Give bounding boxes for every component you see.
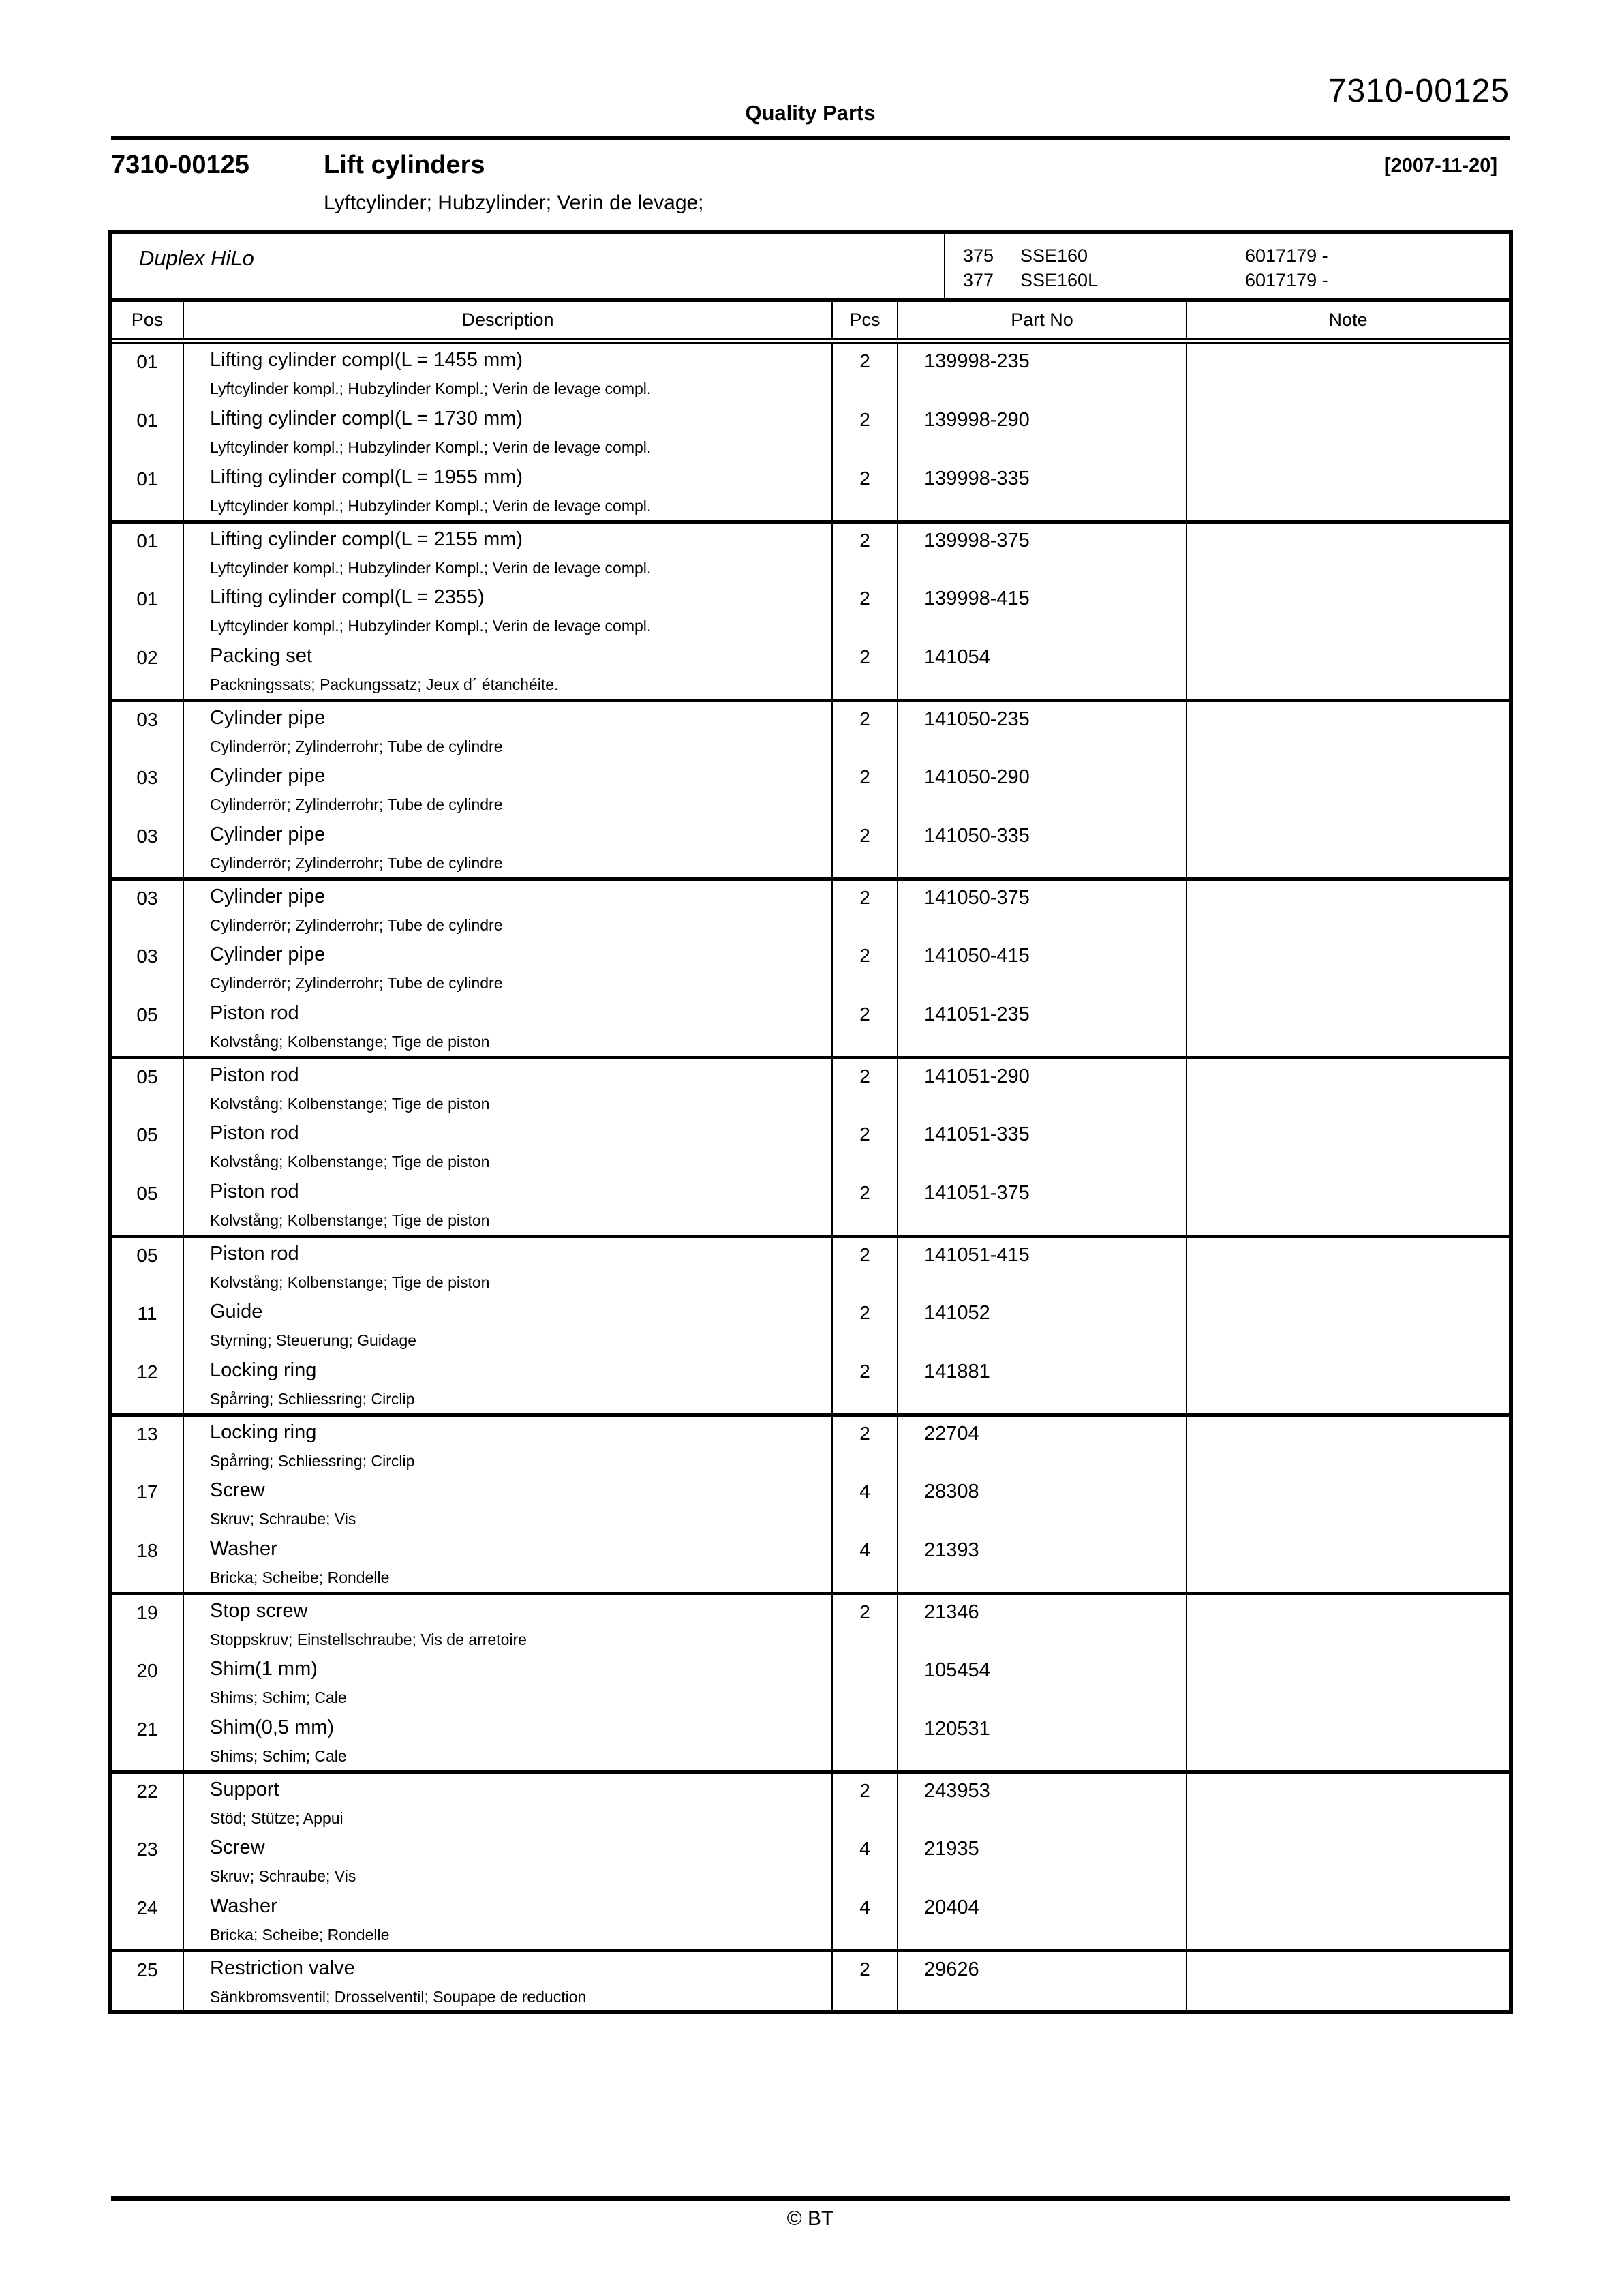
row-description — [183, 760, 831, 819]
row-description-translations: Kolvstång; Kolbenstange; Tige de piston — [210, 1211, 490, 1229]
row-part-number: 120531 — [897, 1712, 1186, 1770]
row-pos: 19 — [136, 1602, 158, 1623]
row-description-main: Washer — [210, 1895, 277, 1917]
row-note — [1186, 1117, 1509, 1176]
row-pcs: 4 — [831, 1890, 897, 1949]
row-pcs — [831, 1712, 897, 1770]
row-pos: 01 — [136, 351, 158, 372]
row-pos: 01 — [136, 530, 158, 552]
row-pcs: 2 — [831, 1595, 897, 1653]
row-description-translations: Cylinderrör; Zylinderrohr; Tube de cylindre — [210, 974, 503, 992]
row-note — [1186, 1832, 1509, 1890]
row-description-translations: Kolvstång; Kolbenstange; Tige de piston — [210, 1033, 490, 1051]
variant-name: SSE160 — [1020, 245, 1088, 266]
row-part-number: 139998-290 — [897, 403, 1186, 462]
row-pcs: 4 — [831, 1475, 897, 1533]
row-description-translations: Cylinderrör; Zylinderrohr; Tube de cylindre — [210, 854, 503, 872]
copyright-text: © BT — [786, 2207, 834, 2230]
model-name: Duplex HiLo — [139, 246, 254, 270]
row-description-translations: Shims; Schim; Cale — [210, 1689, 347, 1706]
row-part-number: 139998-375 — [897, 524, 1186, 581]
row-description — [183, 1653, 831, 1712]
row-pcs: 4 — [831, 1832, 897, 1890]
row-part-number: 141051-415 — [897, 1238, 1186, 1296]
row-pos: 05 — [136, 1004, 158, 1025]
row-description-main: Lifting cylinder compl(L = 1455 mm) — [210, 349, 523, 371]
page-subtitle: Lyftcylinder; Hubzylinder; Verin de levage; — [324, 192, 704, 214]
row-pos: 11 — [137, 1303, 157, 1324]
row-pcs: 2 — [831, 640, 897, 699]
row-description-translations: Packningssats; Packungssatz; Jeux d´ étanchéite. — [210, 676, 559, 693]
row-part-number: 141050-235 — [897, 702, 1186, 760]
table-row — [112, 1949, 1509, 2010]
row-description — [183, 1117, 831, 1176]
row-description-main: Restriction valve — [210, 1957, 355, 1979]
row-pos: 17 — [136, 1481, 158, 1502]
row-pos: 25 — [136, 1959, 158, 1980]
row-note — [1186, 1653, 1509, 1712]
model-header-box — [112, 234, 1509, 302]
table-row — [112, 1475, 1509, 1533]
row-description — [183, 702, 831, 760]
row-pos: 12 — [136, 1361, 158, 1383]
row-description — [183, 344, 831, 403]
row-part-number: 141050-375 — [897, 881, 1186, 939]
row-description — [183, 1890, 831, 1949]
row-description-main: Piston rod — [210, 1243, 299, 1265]
row-pcs: 2 — [831, 939, 897, 997]
row-pcs: 2 — [831, 1238, 897, 1296]
row-pos: 01 — [136, 588, 158, 609]
row-part-number: 139998-415 — [897, 581, 1186, 640]
row-note — [1186, 881, 1509, 939]
row-description-main: Cylinder pipe — [210, 707, 326, 729]
row-description-main: Piston rod — [210, 1122, 299, 1144]
row-description-main: Screw — [210, 1837, 265, 1858]
row-pos: 03 — [136, 709, 158, 730]
table-row — [112, 581, 1509, 640]
row-description-translations: Styrning; Steuerung; Guidage — [210, 1331, 417, 1349]
table-row — [112, 1712, 1509, 1770]
row-pos: 05 — [136, 1066, 158, 1087]
row-description-main: Screw — [210, 1479, 265, 1501]
row-description — [183, 462, 831, 520]
row-pos: 03 — [136, 946, 158, 967]
row-pos: 21 — [136, 1719, 158, 1740]
row-note — [1186, 1176, 1509, 1235]
table-row — [112, 520, 1509, 581]
variant-name: SSE160L — [1020, 270, 1099, 290]
row-description-translations: Spårring; Schliessring; Circlip — [210, 1390, 415, 1408]
row-description-translations: Kolvstång; Kolbenstange; Tige de piston — [210, 1273, 490, 1291]
row-description — [183, 1417, 831, 1475]
row-description-translations: Lyftcylinder kompl.; Hubzylinder Kompl.; Verin de levage compl. — [210, 559, 652, 577]
row-part-number: 21935 — [897, 1832, 1186, 1890]
row-pcs: 2 — [831, 1296, 897, 1355]
column-header-partno: Part No — [897, 302, 1186, 338]
table-row — [112, 640, 1509, 699]
table-row — [112, 1592, 1509, 1653]
row-pos: 05 — [136, 1183, 158, 1204]
table-row — [112, 939, 1509, 997]
row-description-main: Guide — [210, 1301, 263, 1323]
row-description-translations: Bricka; Scheibe; Rondelle — [210, 1569, 390, 1586]
row-description-main: Stop screw — [210, 1600, 308, 1622]
table-row — [112, 1355, 1509, 1413]
row-description — [183, 1296, 831, 1355]
row-description-translations: Stöd; Stütze; Appui — [210, 1809, 343, 1827]
row-part-number: 141050-335 — [897, 819, 1186, 877]
table-column-header — [112, 302, 1509, 344]
row-note — [1186, 462, 1509, 520]
row-note — [1186, 1595, 1509, 1653]
row-note — [1186, 581, 1509, 640]
table-rows — [112, 344, 1509, 2010]
table-row — [112, 1413, 1509, 1475]
row-part-number: 105454 — [897, 1653, 1186, 1712]
row-description — [183, 1475, 831, 1533]
column-header-pcs: Pcs — [831, 302, 897, 338]
row-note — [1186, 1712, 1509, 1770]
row-pcs: 2 — [831, 819, 897, 877]
row-description — [183, 581, 831, 640]
row-description — [183, 939, 831, 997]
row-pcs: 2 — [831, 403, 897, 462]
row-note — [1186, 702, 1509, 760]
row-pcs: 2 — [831, 344, 897, 403]
table-row — [112, 1832, 1509, 1890]
row-note — [1186, 403, 1509, 462]
section-number: 7310-00125 — [111, 151, 249, 179]
variant-serial: 6017179 - — [1245, 245, 1328, 266]
row-description-main: Packing set — [210, 645, 312, 667]
table-row — [112, 1056, 1509, 1117]
row-pos: 20 — [136, 1660, 158, 1681]
row-pos: 03 — [136, 826, 158, 847]
row-description — [183, 1176, 831, 1235]
row-note — [1186, 1533, 1509, 1592]
row-description-main: Cylinder pipe — [210, 765, 326, 787]
row-description-translations: Cylinderrör; Zylinderrohr; Tube de cylindre — [210, 916, 503, 934]
row-pcs: 2 — [831, 524, 897, 581]
row-part-number: 141881 — [897, 1355, 1186, 1413]
row-note — [1186, 1059, 1509, 1117]
column-header-pos: Pos — [131, 309, 164, 330]
row-description-translations: Bricka; Scheibe; Rondelle — [210, 1926, 390, 1944]
row-description — [183, 881, 831, 939]
row-pcs: 2 — [831, 1176, 897, 1235]
revision-date: [2007-11-20] — [1383, 155, 1497, 177]
variant-row — [945, 268, 1509, 292]
row-description — [183, 1595, 831, 1653]
row-pos: 01 — [136, 468, 158, 489]
row-pos: 03 — [136, 888, 158, 909]
row-note — [1186, 1355, 1509, 1413]
row-description-main: Lifting cylinder compl(L = 2355) — [210, 586, 485, 608]
row-description-translations: Lyftcylinder kompl.; Hubzylinder Kompl.; Verin de levage compl. — [210, 380, 652, 397]
row-pos: 18 — [136, 1540, 158, 1561]
table-row — [112, 344, 1509, 403]
row-description — [183, 1059, 831, 1117]
row-description-translations: Spårring; Schliessring; Circlip — [210, 1452, 415, 1470]
row-description — [183, 819, 831, 877]
header-rule — [111, 136, 1510, 140]
row-part-number: 28308 — [897, 1475, 1186, 1533]
row-description — [183, 1238, 831, 1296]
column-header-description: Description — [183, 302, 831, 338]
row-pos: 13 — [136, 1423, 158, 1445]
row-pcs — [831, 1653, 897, 1712]
row-part-number: 21393 — [897, 1533, 1186, 1592]
row-description — [183, 640, 831, 699]
row-part-number: 141050-415 — [897, 939, 1186, 997]
table-row — [112, 1176, 1509, 1235]
row-description — [183, 524, 831, 581]
row-pcs: 4 — [831, 1533, 897, 1592]
footer-rule — [111, 2196, 1510, 2201]
row-pcs: 2 — [831, 1059, 897, 1117]
row-note — [1186, 1238, 1509, 1296]
row-note — [1186, 1952, 1509, 2010]
row-part-number: 243953 — [897, 1774, 1186, 1832]
row-description-main: Locking ring — [210, 1421, 317, 1443]
row-description-translations: Lyftcylinder kompl.; Hubzylinder Kompl.; Verin de levage compl. — [210, 617, 652, 635]
row-description — [183, 1712, 831, 1770]
row-part-number: 141051-335 — [897, 1117, 1186, 1176]
table-row — [112, 997, 1509, 1056]
table-row — [112, 1533, 1509, 1592]
row-part-number: 20404 — [897, 1890, 1186, 1949]
row-part-number: 21346 — [897, 1595, 1186, 1653]
row-description-main: Piston rod — [210, 1181, 299, 1203]
row-part-number: 22704 — [897, 1417, 1186, 1475]
row-part-number: 139998-335 — [897, 462, 1186, 520]
row-description-translations: Skruv; Schraube; Vis — [210, 1867, 356, 1885]
page-header-title: Quality Parts — [745, 101, 876, 125]
row-note — [1186, 524, 1509, 581]
row-description — [183, 997, 831, 1056]
row-pos: 24 — [136, 1897, 158, 1918]
table-row — [112, 1235, 1509, 1296]
row-description — [183, 1533, 831, 1592]
row-description-main: Lifting cylinder compl(L = 1955 mm) — [210, 466, 523, 488]
row-part-number: 141051-290 — [897, 1059, 1186, 1117]
row-note — [1186, 1774, 1509, 1832]
row-part-number: 141051-375 — [897, 1176, 1186, 1235]
row-description-main: Locking ring — [210, 1359, 317, 1381]
table-row — [112, 462, 1509, 520]
row-note — [1186, 997, 1509, 1056]
variant-row — [945, 243, 1509, 268]
row-description-translations: Lyftcylinder kompl.; Hubzylinder Kompl.; Verin de levage compl. — [210, 438, 652, 456]
row-description-translations: Kolvstång; Kolbenstange; Tige de piston — [210, 1095, 490, 1113]
row-part-number: 141054 — [897, 640, 1186, 699]
row-pos: 01 — [136, 410, 158, 431]
row-note — [1186, 760, 1509, 819]
row-note — [1186, 640, 1509, 699]
variant-code: 375 — [963, 245, 994, 266]
row-description-translations: Lyftcylinder kompl.; Hubzylinder Kompl.; Verin de levage compl. — [210, 497, 652, 515]
row-pcs: 2 — [831, 760, 897, 819]
document-number-top: 7310-00125 — [1328, 73, 1510, 109]
row-note — [1186, 819, 1509, 877]
row-description — [183, 1355, 831, 1413]
row-pos: 03 — [136, 767, 158, 788]
row-description-translations: Kolvstång; Kolbenstange; Tige de piston — [210, 1153, 490, 1170]
row-description-main: Cylinder pipe — [210, 824, 326, 845]
row-pcs: 2 — [831, 881, 897, 939]
table-row — [112, 1653, 1509, 1712]
row-note — [1186, 1296, 1509, 1355]
row-pos: 02 — [136, 647, 158, 668]
row-description-translations: Shims; Schim; Cale — [210, 1747, 347, 1765]
row-part-number: 29626 — [897, 1952, 1186, 2010]
row-description — [183, 403, 831, 462]
table-row — [112, 1770, 1509, 1832]
row-part-number: 141050-290 — [897, 760, 1186, 819]
title-row — [111, 151, 1510, 180]
row-pcs: 2 — [831, 462, 897, 520]
row-description-main: Cylinder pipe — [210, 886, 326, 907]
row-pos: 05 — [136, 1124, 158, 1145]
variant-serial: 6017179 - — [1245, 270, 1328, 290]
row-description-translations: Cylinderrör; Zylinderrohr; Tube de cylindre — [210, 796, 503, 813]
row-part-number: 141052 — [897, 1296, 1186, 1355]
row-description — [183, 1774, 831, 1832]
row-description-main: Piston rod — [210, 1002, 299, 1024]
row-part-number: 139998-235 — [897, 344, 1186, 403]
table-row — [112, 699, 1509, 760]
row-description-translations: Stoppskruv; Einstellschraube; Vis de arretoire — [210, 1631, 527, 1648]
row-pcs: 2 — [831, 1355, 897, 1413]
table-row — [112, 403, 1509, 462]
row-pcs: 2 — [831, 1417, 897, 1475]
row-description-main: Lifting cylinder compl(L = 2155 mm) — [210, 528, 523, 550]
row-description-main: Support — [210, 1779, 279, 1800]
row-note — [1186, 344, 1509, 403]
row-pos: 05 — [136, 1245, 158, 1266]
row-note — [1186, 1417, 1509, 1475]
row-description-translations: Skruv; Schraube; Vis — [210, 1510, 356, 1528]
row-note — [1186, 1890, 1509, 1949]
row-pcs: 2 — [831, 581, 897, 640]
row-note — [1186, 1475, 1509, 1533]
row-pcs: 2 — [831, 1774, 897, 1832]
row-pcs: 2 — [831, 997, 897, 1056]
variant-code: 377 — [963, 270, 994, 290]
row-description-main: Washer — [210, 1538, 277, 1560]
column-header-note: Note — [1186, 302, 1509, 338]
row-description-main: Lifting cylinder compl(L = 1730 mm) — [210, 408, 523, 429]
row-pcs: 2 — [831, 1952, 897, 2010]
row-pos: 22 — [136, 1781, 158, 1802]
row-pcs: 2 — [831, 702, 897, 760]
row-description-translations: Sänkbromsventil; Drosselventil; Soupape de reduction — [210, 1988, 587, 2006]
table-row — [112, 877, 1509, 939]
row-description-translations: Cylinderrör; Zylinderrohr; Tube de cylindre — [210, 738, 503, 755]
page-title: Lift cylinders — [324, 151, 485, 179]
row-pos: 23 — [136, 1839, 158, 1860]
row-note — [1186, 939, 1509, 997]
row-part-number: 141051-235 — [897, 997, 1186, 1056]
model-variants — [944, 234, 1509, 298]
table-row — [112, 760, 1509, 819]
row-pcs: 2 — [831, 1117, 897, 1176]
row-description-main: Piston rod — [210, 1064, 299, 1086]
table-row — [112, 1296, 1509, 1355]
row-description-main: Shim(1 mm) — [210, 1658, 318, 1680]
table-row — [112, 819, 1509, 877]
table-row — [112, 1890, 1509, 1949]
row-description-main: Cylinder pipe — [210, 943, 326, 965]
parts-table — [108, 230, 1513, 2014]
row-description — [183, 1832, 831, 1890]
table-row — [112, 1117, 1509, 1176]
row-description — [183, 1952, 831, 2010]
row-description-main: Shim(0,5 mm) — [210, 1717, 335, 1738]
